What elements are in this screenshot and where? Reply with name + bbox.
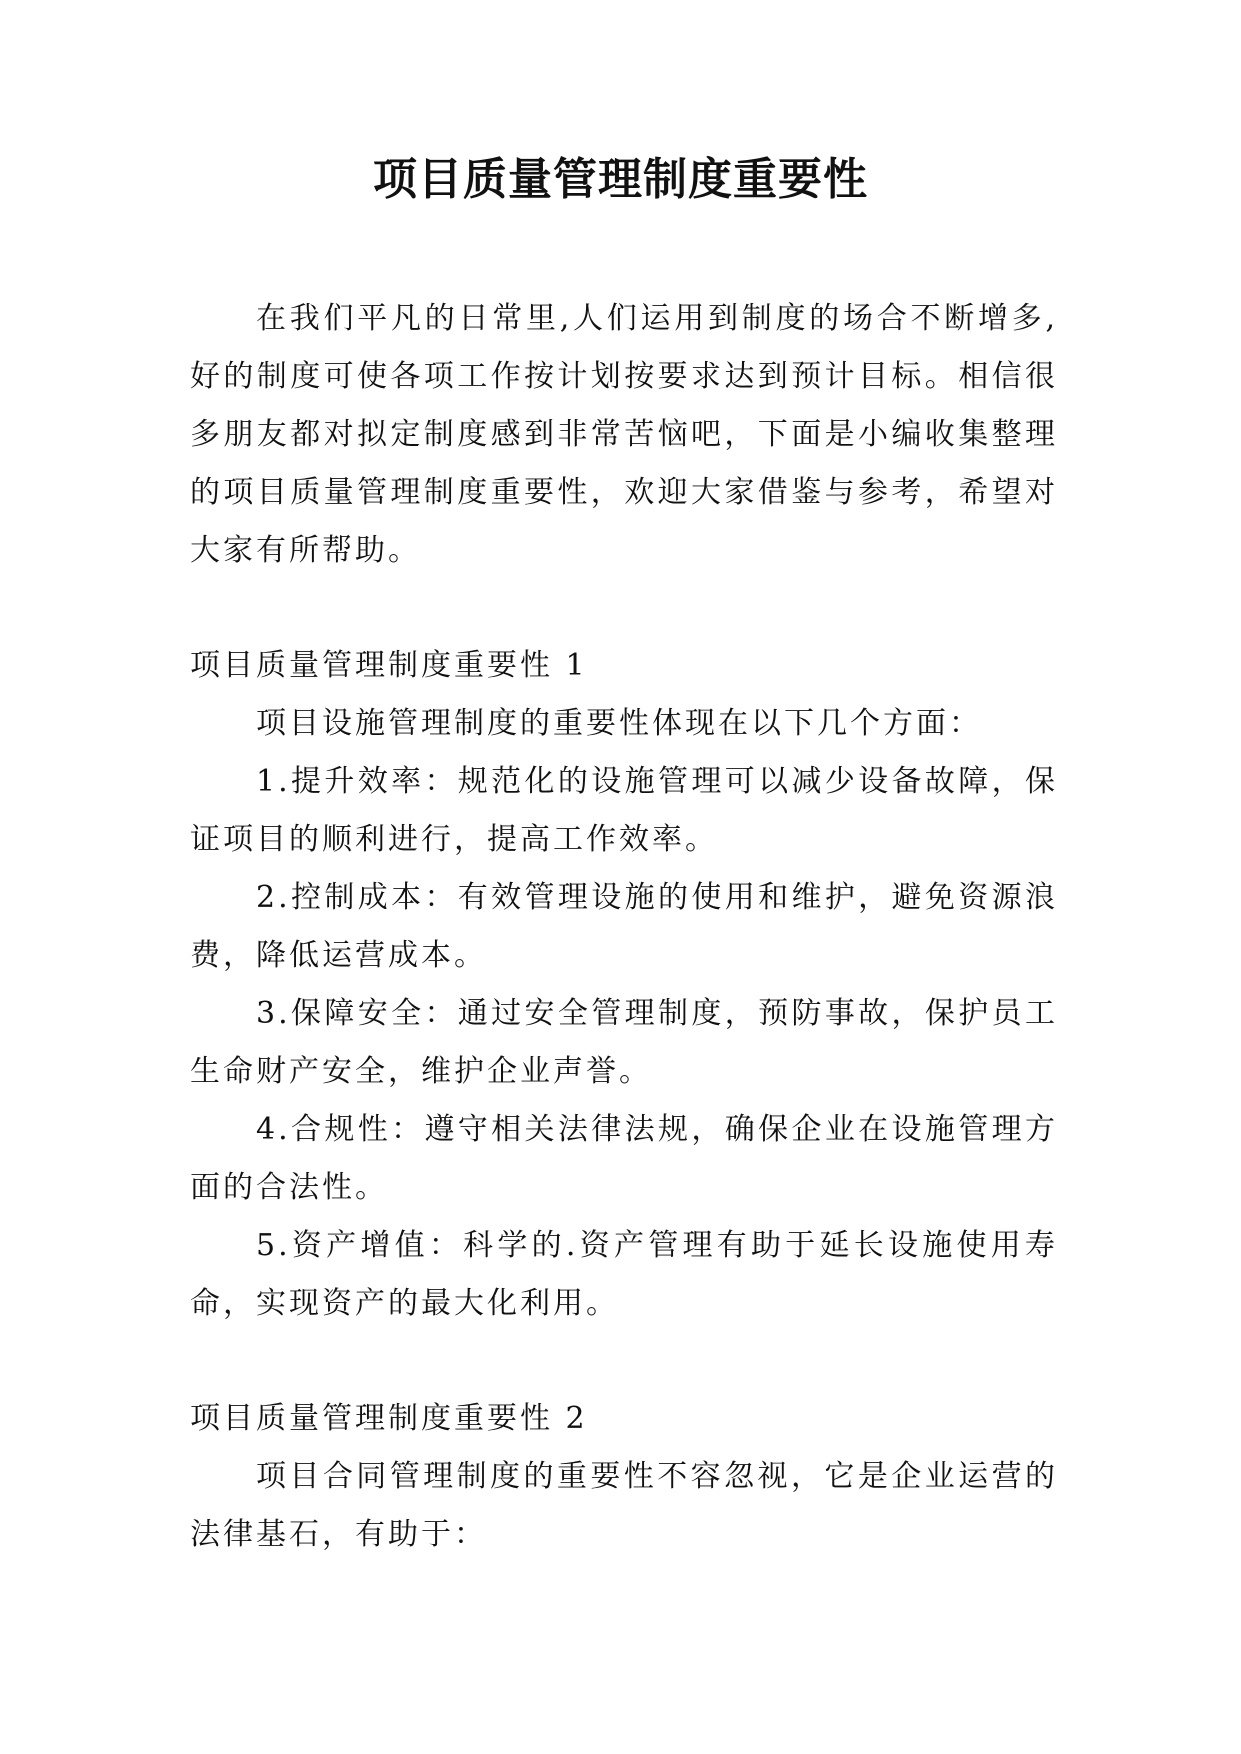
list-item: 4.合规性：遵守相关法律法规，确保企业在设施管理方面的合法性。 — [190, 1112, 1058, 1205]
section-heading: 项目质量管理制度重要性 2 — [190, 1401, 588, 1436]
intro-paragraph: 在我们平凡的日常里,人们运用到制度的场合不断增多,好的制度可使各项工作按计划按要求达到预计目标。相信很多朋友都对拟定制度感到非常苦恼吧，下面是小编收集整理的项目质量管理制度重要性，欢迎大家借鉴与参考，希望对大家有所帮助。 — [190, 301, 1058, 568]
section-heading: 项目质量管理制度重要性 1 — [190, 648, 588, 683]
section-paragraph: 项目设施管理制度的重要性体现在以下几个方面： — [256, 706, 982, 741]
list-item: 2.控制成本：有效管理设施的使用和维护，避免资源浪费，降低运营成本。 — [190, 880, 1058, 973]
list-item: 5.资产增值：科学的.资产管理有助于延长设施使用寿命，实现资产的最大化利用。 — [190, 1228, 1058, 1321]
document-title: 项目质量管理制度重要性 — [373, 154, 868, 205]
list-item: 1.提升效率：规范化的设施管理可以减少设备故障，保证项目的顺利进行，提高工作效率。 — [190, 764, 1058, 857]
section-paragraph: 项目合同管理制度的重要性不容忽视，它是企业运营的法律基石，有助于： — [190, 1459, 1058, 1552]
list-item: 3.保障安全：通过安全管理制度，预防事故，保护员工生命财产安全，维护企业声誉。 — [190, 996, 1058, 1089]
